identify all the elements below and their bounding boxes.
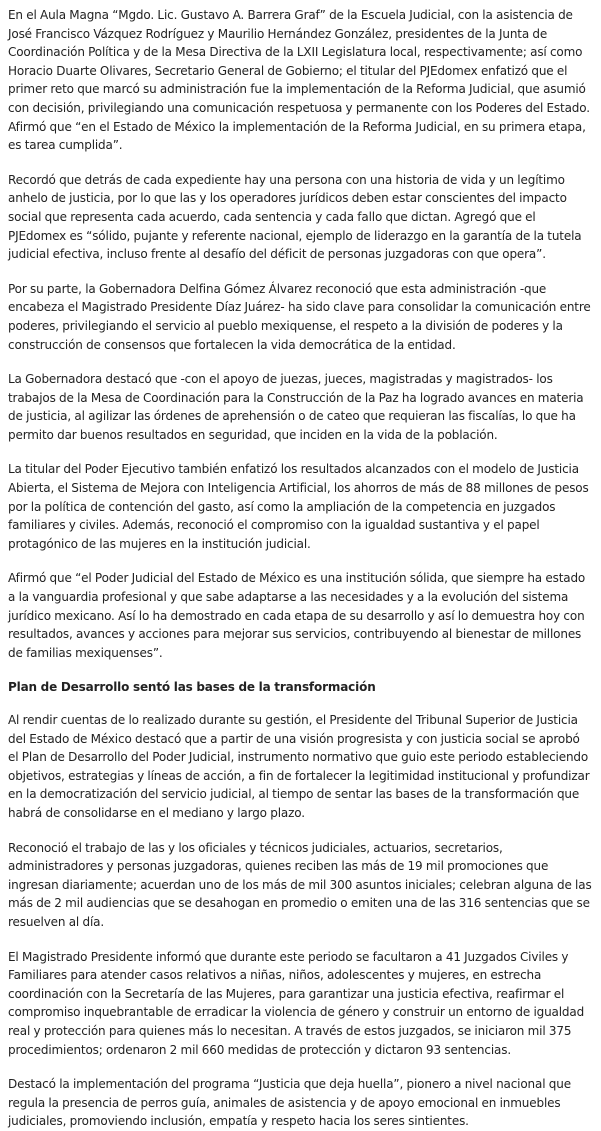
section-subheading: Plan de Desarrollo sentó las bases de la transformación xyxy=(8,680,376,695)
paragraph-family-courts: El Magistrado Presidente informó que durante este periodo se facultaron a 41 Juzgados Civiles y Familiares para atender casos relativos a niñas, niños, adolescentes y mujeres, en estrecha coordinación con la Secretaría de las Mujeres, para garantizar una justicia efectiva, reafirmar el compromiso inquebrantable de erradicar la violencia de género y construir un entorno de igualdad real y protección para quienes más lo necesitan. A través de estos juzgados, se iniciaron mil 375 procedimientos; ordenaron 2 mil 660 medidas de protección y dictaron 93 sentencias. xyxy=(8,949,585,1057)
paragraph-executive-results: La titular del Poder Ejecutivo también enfatizó los resultados alcanzados con el modelo de Justicia Abierta, el Sistema de Mejora con Inteligencia Artificial, los ahorros de más de 88 millones de pesos por la política de contención del gasto, así como la ampliación de la competencia en juzgados familiares y civiles. Además, reconoció el compromiso con la igualdad sustantiva y el papel protagónico de las mujeres en la institución judicial. xyxy=(8,462,589,551)
paragraph-case-files: Recordó que detrás de cada expediente hay una persona con una historia de vida y un legítimo anhelo de justicia, por lo que las y los operadores jurídicos deben estar conscientes del impacto social que representa cada acuerdo, cada sentencia y cada fallo que dictan. Agregó que el PJEdomex es “sólido, pujante y referente nacional, ejemplo de liderazgo en la garantía de la tutela judicial efectiva, incluso frente al desafío del déficit de personas juzgadoras con que opera”. xyxy=(8,172,582,262)
paragraph-development-plan: Al rendir cuentas de lo realizado durante su gestión, el Presidente del Tribunal Superior de Justicia del Estado de México destacó que a partir de una visión progresista y con justicia social se aprobó el Plan de Desarrollo del Poder Judicial, instrumento normativo que guio este periodo estableciendo objetivos, estrategias y líneas de acción, a fin de fortalecer la legitimidad institucional y profundizar en la democratización del servicio judicial, al tiempo de sentar las bases de la transformación que habrá de consolidarse en el mediano y largo plazo. xyxy=(8,713,590,820)
paragraph-institution-quote: Afirmó que “el Poder Judicial del Estado de México es una institución sólida, que siempre ha estado a la vanguardia profesional y que sabe adaptarse a las necesidades y a la evolución del sistema jurídico mexicano. Así lo ha demostrado en cada etapa de su desarrollo y así lo demuestra hoy con resultados, avances y acciones para mejorar sus servicios, contribuyendo al bienestar de millones de familias mexiquenses”. xyxy=(8,571,586,660)
paragraph-governor-recognition: Por su parte, la Gobernadora Delfina Gómez Álvarez reconoció que esta administración -que encabeza el Magistrado Presidente Díaz Juárez- ha sido clave para consolidar la comunicación entre poderes, privilegiando el servicio al pueblo mexiquense, el respeto a la división de poderes y la construcción de consensos que fortalecen la vida democrática de la entidad. xyxy=(8,281,591,352)
paragraph-guide-dogs-program: Destacó la implementación del programa “Justicia que deja huella”, pionero a nivel nacional que regula la presencia de perros guía, animales de asistencia y de apoyo emocional en inmuebles judiciales, promoviendo inclusión, empatía y respeto hacia los seres sintientes. xyxy=(8,1077,571,1129)
paragraph-judicial-staff: Reconoció el trabajo de las y los oficiales y técnicos judiciales, actuarios, secretarios, administradores y personas juzgadoras, quienes reciben las más de 19 mil promociones que ingresan diariamente; acuerdan uno de los más de mil 300 asuntos iniciales; celebran alguna de las más de 2 mil audiencias que se desahogan en promedio o emiten una de las 316 sentencias que se resuelven al día. xyxy=(8,840,592,929)
paragraph-inauguration: En el Aula Magna “Mgdo. Lic. Gustavo A. Barrera Graf” de la Escuela Judicial, con la asistencia de José Francisco Vázquez Rodríguez y Maurilio Hernández González, presidentes de la Junta de Coordinación Política y de la Mesa Directiva de la LXII Legislatura local, respectivamente; así como Horacio Duarte Olivares, Secretario General de Gobierno; el titular del PJEdomex enfatizó que el primer reto que marcó su administración fue la implementación de la Reforma Judicial, que asumió con decisión, privilegiando una comunicación respetuosa y permanente con los Poderes del Estado. Afirmó que “en el Estado de México la implementación de la Reforma Judicial, en su primera etapa, es tarea cumplida”. xyxy=(8,8,590,153)
paragraph-peace-coordination: La Gobernadora destacó que -con el apoyo de juezas, jueces, magistradas y magistrados- los trabajos de la Mesa de Coordinación para la Construcción de la Paz ha logrado avances en materia de justicia, al agilizar las órdenes de aprehensión o de cateo que requieran las fiscalías, lo que ha permito dar buenos resultados en seguridad, que inciden en la vida de la población. xyxy=(8,372,584,442)
